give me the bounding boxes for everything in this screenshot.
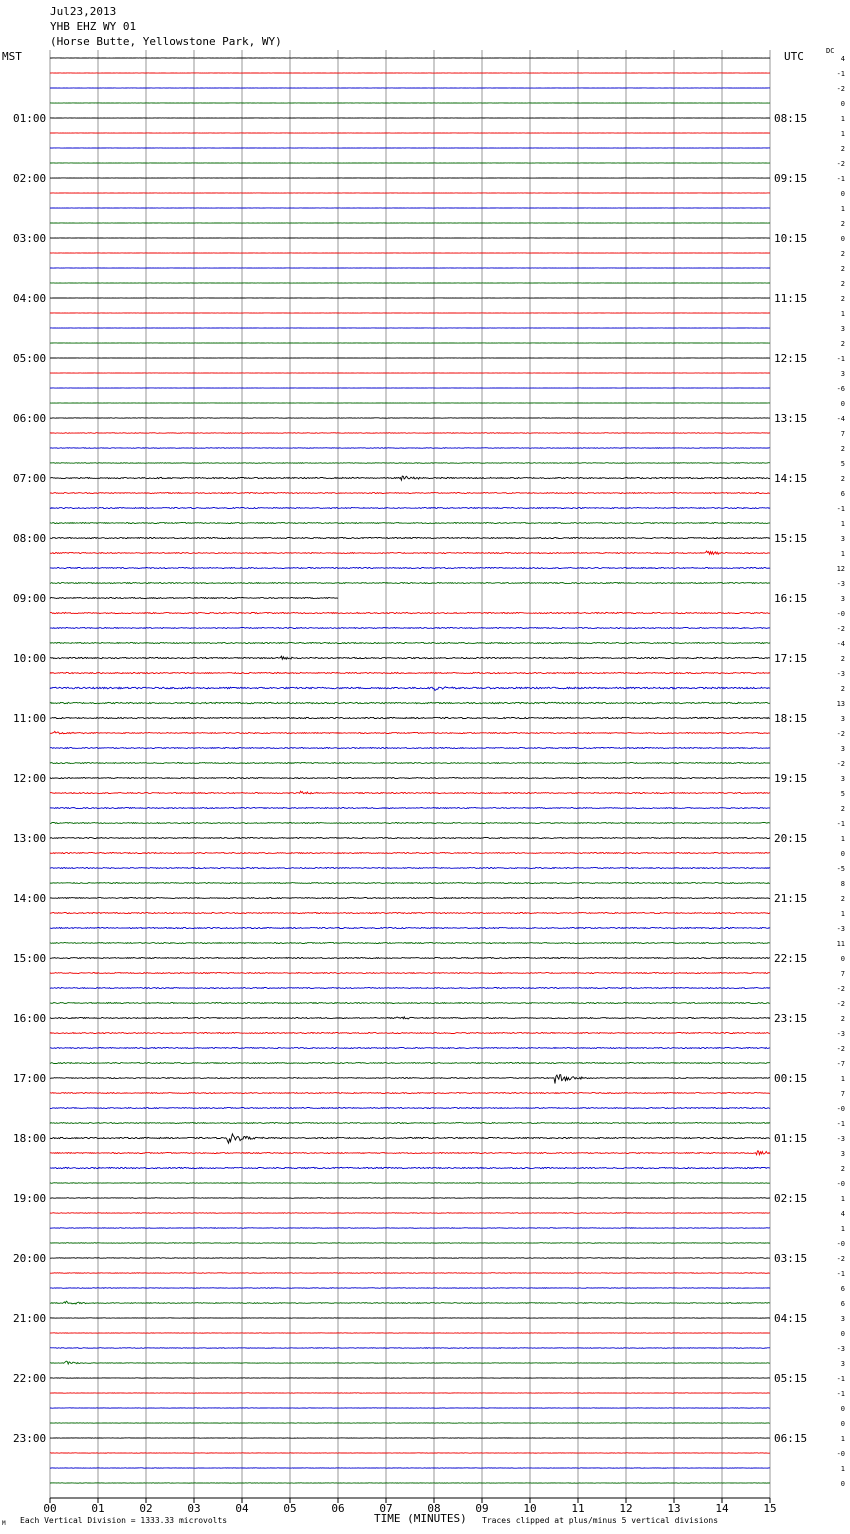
dc-offset-value: -2 <box>836 1000 845 1008</box>
dc-offset-value: -5 <box>836 865 845 873</box>
dc-offset-value: -2 <box>836 85 845 93</box>
hour-label-mst: 14:00 <box>13 892 47 905</box>
hour-label-mst: 04:00 <box>13 292 47 305</box>
trace-row <box>50 523 770 524</box>
x-tick-label: 09 <box>475 1502 489 1515</box>
trace-row <box>50 583 770 584</box>
trace-row <box>50 702 770 703</box>
trace-row <box>50 778 770 779</box>
trace-row <box>50 1167 770 1168</box>
hour-label-mst: 18:00 <box>13 1132 47 1145</box>
hour-label-utc: 02:15 <box>774 1192 808 1205</box>
dc-offset-value: -0 <box>836 1180 845 1188</box>
dc-offset-value: -1 <box>836 70 845 78</box>
dc-offset-value: 0 <box>840 235 845 243</box>
dc-offset-value: 1 <box>840 1465 845 1473</box>
x-tick-label: 04 <box>235 1502 249 1515</box>
hour-label-mst: 13:00 <box>13 832 47 845</box>
hour-label-mst: 02:00 <box>13 172 47 185</box>
plot-date: Jul23,2013 <box>50 5 117 18</box>
station-code: YHB EHZ WY 01 <box>50 20 137 33</box>
left-hour-labels <box>13 112 46 1445</box>
dc-offset-value: 2 <box>840 220 845 228</box>
trace-row <box>50 1003 770 1004</box>
trace-row <box>50 868 770 869</box>
hour-label-mst: 09:00 <box>13 592 47 605</box>
trace-row <box>50 538 770 539</box>
hour-label-mst: 10:00 <box>13 652 47 665</box>
trace-row <box>50 493 770 494</box>
trace-row <box>50 913 770 914</box>
dc-offset-value: 1 <box>840 205 845 213</box>
dc-offset-value: -2 <box>836 1045 845 1053</box>
dc-offset-value: -3 <box>836 1135 845 1143</box>
dc-offset-value: -2 <box>836 760 845 768</box>
dc-offset-value: 2 <box>840 685 845 693</box>
dc-offset-value: 2 <box>840 295 845 303</box>
trace-row <box>50 853 770 854</box>
corner-mark: M <box>2 1520 6 1527</box>
trace-row <box>50 1063 770 1064</box>
trace-row <box>50 898 770 899</box>
x-tick-label: 07 <box>379 1502 393 1515</box>
hour-label-mst: 05:00 <box>13 352 47 365</box>
dc-offset-value: 3 <box>840 325 845 333</box>
dc-offset-value: 1 <box>840 115 845 123</box>
dc-offset-value: 7 <box>840 1090 845 1098</box>
dc-offset-value: 3 <box>840 535 845 543</box>
dc-offset-value: 2 <box>840 445 845 453</box>
vertical-division-note: Each Vertical Division = 1333.33 microvolts <box>20 1516 228 1525</box>
dc-offset-value: 1 <box>840 130 845 138</box>
trace-row <box>50 643 770 644</box>
trace-row <box>50 1093 770 1094</box>
dc-offset-value: 3 <box>840 715 845 723</box>
hour-label-utc: 06:15 <box>774 1432 808 1445</box>
trace-row <box>50 1348 770 1349</box>
dc-offset-value: 0 <box>840 1420 845 1428</box>
trace-row <box>50 1033 770 1034</box>
trace-row <box>50 656 770 659</box>
hour-label-utc: 18:15 <box>774 712 808 725</box>
trace-row <box>50 1258 770 1259</box>
dc-offset-value: 11 <box>836 940 845 948</box>
right-hour-labels <box>774 112 807 1445</box>
trace-row <box>50 1134 770 1143</box>
trace-row <box>50 433 770 434</box>
trace-row <box>50 1213 770 1214</box>
dc-offset-value: 6 <box>840 1285 845 1293</box>
hour-label-mst: 01:00 <box>13 112 47 125</box>
hour-label-mst: 22:00 <box>13 1372 47 1385</box>
dc-offset-value: 3 <box>840 745 845 753</box>
hour-label-utc: 13:15 <box>774 412 808 425</box>
hour-label-utc: 19:15 <box>774 772 808 785</box>
dc-offset-value: 3 <box>840 1360 845 1368</box>
dc-offset-value: 3 <box>840 1315 845 1323</box>
dc-offset-value: -0 <box>836 610 845 618</box>
dc-offset-value: 1 <box>840 310 845 318</box>
dc-offset-header: DC <box>826 47 835 55</box>
trace-row <box>50 628 770 629</box>
hour-label-mst: 17:00 <box>13 1072 47 1085</box>
trace-row <box>50 1048 770 1049</box>
x-tick-label: 02 <box>139 1502 153 1515</box>
trace-row <box>50 883 770 884</box>
dc-offset-value: 1 <box>840 835 845 843</box>
dc-offset-value: 2 <box>840 280 845 288</box>
x-axis-title: TIME (MINUTES) <box>374 1512 467 1525</box>
trace-row <box>50 973 770 974</box>
trace-row <box>50 687 770 691</box>
trace-row <box>50 943 770 944</box>
hour-label-utc: 09:15 <box>774 172 808 185</box>
dc-offset-value: -1 <box>836 1270 845 1278</box>
dc-offset-column <box>837 55 845 1488</box>
dc-offset-value: -2 <box>836 625 845 633</box>
dc-offset-value: 2 <box>840 475 845 483</box>
trace-row <box>50 838 770 839</box>
trace-row <box>50 791 770 794</box>
hour-label-mst: 03:00 <box>13 232 47 245</box>
dc-offset-value: -1 <box>836 820 845 828</box>
trace-row <box>50 1017 770 1019</box>
dc-offset-value: -2 <box>836 160 845 168</box>
hour-label-utc: 01:15 <box>774 1132 808 1145</box>
trace-row <box>50 551 770 554</box>
trace-row <box>50 1151 770 1155</box>
dc-offset-value: 1 <box>840 1075 845 1083</box>
hour-label-utc: 10:15 <box>774 232 808 245</box>
hour-label-mst: 12:00 <box>13 772 47 785</box>
hour-label-utc: 05:15 <box>774 1372 808 1385</box>
dc-offset-value: -4 <box>836 415 845 423</box>
trace-row <box>50 1228 770 1229</box>
dc-offset-value: 2 <box>840 1165 845 1173</box>
right-timezone-label: UTC <box>784 50 804 63</box>
dc-offset-value: 2 <box>840 895 845 903</box>
left-timezone-label: MST <box>2 50 22 63</box>
hour-label-utc: 12:15 <box>774 352 808 365</box>
trace-row <box>50 988 770 989</box>
dc-offset-value: -6 <box>836 385 845 393</box>
dc-offset-value: 3 <box>840 775 845 783</box>
hour-label-utc: 08:15 <box>774 112 808 125</box>
trace-row <box>50 568 770 569</box>
dc-offset-value: -7 <box>836 1060 845 1068</box>
dc-offset-value: 0 <box>840 850 845 858</box>
dc-offset-value: 1 <box>840 550 845 558</box>
hour-label-utc: 03:15 <box>774 1252 808 1265</box>
hour-label-mst: 23:00 <box>13 1432 47 1445</box>
hour-label-utc: 20:15 <box>774 832 808 845</box>
trace-row <box>50 1243 770 1244</box>
x-tick-label: 12 <box>619 1502 633 1515</box>
hour-label-mst: 07:00 <box>13 472 47 485</box>
dc-offset-value: 1 <box>840 1435 845 1443</box>
dc-offset-value: -1 <box>836 505 845 513</box>
x-tick-label: 13 <box>667 1502 681 1515</box>
trace-row <box>50 928 770 929</box>
trace-row <box>50 808 770 809</box>
x-tick-label: 01 <box>91 1502 105 1515</box>
x-tick-label: 08 <box>427 1502 441 1515</box>
dc-offset-value: 12 <box>836 565 845 573</box>
x-tick-label: 14 <box>715 1502 729 1515</box>
dc-offset-value: 2 <box>840 265 845 273</box>
trace-row <box>50 1273 770 1274</box>
hour-label-mst: 15:00 <box>13 952 47 965</box>
dc-offset-value: -3 <box>836 1345 845 1353</box>
trace-row <box>50 823 770 824</box>
dc-offset-value: -3 <box>836 1030 845 1038</box>
x-tick-label: 06 <box>331 1502 345 1515</box>
x-tick-label: 00 <box>43 1502 57 1515</box>
dc-offset-value: -1 <box>836 175 845 183</box>
x-tick-label: 05 <box>283 1502 297 1515</box>
dc-offset-value: -4 <box>836 640 845 648</box>
dc-offset-value: -3 <box>836 670 845 678</box>
dc-offset-value: 0 <box>840 955 845 963</box>
x-tick-label: 10 <box>523 1502 537 1515</box>
trace-row <box>50 763 770 764</box>
trace-row <box>50 476 770 480</box>
trace-row <box>50 612 770 613</box>
trace-row <box>50 448 770 449</box>
hour-label-utc: 04:15 <box>774 1312 808 1325</box>
hour-label-utc: 11:15 <box>774 292 808 305</box>
hour-label-utc: 17:15 <box>774 652 808 665</box>
dc-offset-value: 3 <box>840 595 845 603</box>
dc-offset-value: 2 <box>840 1015 845 1023</box>
hour-label-utc: 14:15 <box>774 472 808 485</box>
dc-offset-value: -0 <box>836 1240 845 1248</box>
dc-offset-value: 5 <box>840 790 845 798</box>
hour-label-mst: 16:00 <box>13 1012 47 1025</box>
trace-row <box>50 1288 770 1289</box>
dc-offset-value: -3 <box>836 580 845 588</box>
dc-offset-value: 0 <box>840 1405 845 1413</box>
dc-offset-value: 0 <box>840 190 845 198</box>
dc-offset-value: 6 <box>840 1300 845 1308</box>
trace-row <box>50 1183 770 1184</box>
trace-row <box>50 1301 770 1304</box>
x-tick-label: 15 <box>763 1502 777 1515</box>
trace-row <box>50 1075 770 1084</box>
trace-row <box>50 1361 770 1364</box>
dc-offset-value: 2 <box>840 655 845 663</box>
dc-offset-value: -1 <box>836 1390 845 1398</box>
dc-offset-value: -3 <box>836 925 845 933</box>
dc-offset-value: 6 <box>840 490 845 498</box>
dc-offset-value: -0 <box>836 1105 845 1113</box>
trace-row <box>50 731 770 734</box>
dc-offset-value: 0 <box>840 100 845 108</box>
hour-label-utc: 15:15 <box>774 532 808 545</box>
hour-label-utc: 21:15 <box>774 892 808 905</box>
dc-offset-value: -2 <box>836 985 845 993</box>
dc-offset-value: 1 <box>840 520 845 528</box>
dc-offset-value: 13 <box>836 700 845 708</box>
trace-row <box>50 748 770 749</box>
dc-offset-value: -2 <box>836 730 845 738</box>
clip-note: Traces clipped at plus/minus 5 vertical divisions <box>482 1516 719 1525</box>
x-tick-label: 11 <box>571 1502 585 1515</box>
hour-label-mst: 06:00 <box>13 412 47 425</box>
hour-label-mst: 21:00 <box>13 1312 47 1325</box>
x-tick-label: 03 <box>187 1502 201 1515</box>
dc-offset-value: 2 <box>840 145 845 153</box>
hour-label-mst: 11:00 <box>13 712 47 725</box>
trace-row <box>50 672 770 673</box>
trace-row <box>50 1198 770 1199</box>
hour-label-utc: 22:15 <box>774 952 808 965</box>
dc-offset-value: 3 <box>840 370 845 378</box>
dc-offset-value: -1 <box>836 355 845 363</box>
dc-offset-value: 1 <box>840 1195 845 1203</box>
dc-offset-value: 0 <box>840 1480 845 1488</box>
dc-offset-value: -1 <box>836 1120 845 1128</box>
dc-offset-value: -1 <box>836 1375 845 1383</box>
hour-label-utc: 00:15 <box>774 1072 808 1085</box>
dc-offset-value: 4 <box>840 1210 845 1218</box>
dc-offset-value: 7 <box>840 430 845 438</box>
hour-label-mst: 20:00 <box>13 1252 47 1265</box>
dc-offset-value: 2 <box>840 340 845 348</box>
trace-row <box>50 1123 770 1124</box>
dc-offset-value: -2 <box>836 1255 845 1263</box>
hour-label-mst: 19:00 <box>13 1192 47 1205</box>
trace-row <box>50 508 770 509</box>
seismic-traces <box>50 58 770 1483</box>
station-location: (Horse Butte, Yellowstone Park, WY) <box>50 35 282 48</box>
dc-offset-value: 3 <box>840 1150 845 1158</box>
dc-offset-value: 7 <box>840 970 845 978</box>
dc-offset-value: 1 <box>840 910 845 918</box>
dc-offset-value: -0 <box>836 1450 845 1458</box>
hour-label-mst: 08:00 <box>13 532 47 545</box>
dc-offset-value: 1 <box>840 1225 845 1233</box>
minute-grid <box>50 50 770 1498</box>
dc-offset-value: 4 <box>840 55 845 63</box>
trace-row <box>50 463 770 464</box>
dc-offset-value: 5 <box>840 460 845 468</box>
dc-offset-value: 0 <box>840 400 845 408</box>
dc-offset-value: 2 <box>840 250 845 258</box>
dc-offset-value: 2 <box>840 805 845 813</box>
dc-offset-value: 0 <box>840 1330 845 1338</box>
trace-row <box>50 958 770 959</box>
trace-row <box>50 717 770 718</box>
hour-label-utc: 16:15 <box>774 592 808 605</box>
hour-label-utc: 23:15 <box>774 1012 808 1025</box>
trace-row <box>50 1108 770 1109</box>
dc-offset-value: 8 <box>840 880 845 888</box>
